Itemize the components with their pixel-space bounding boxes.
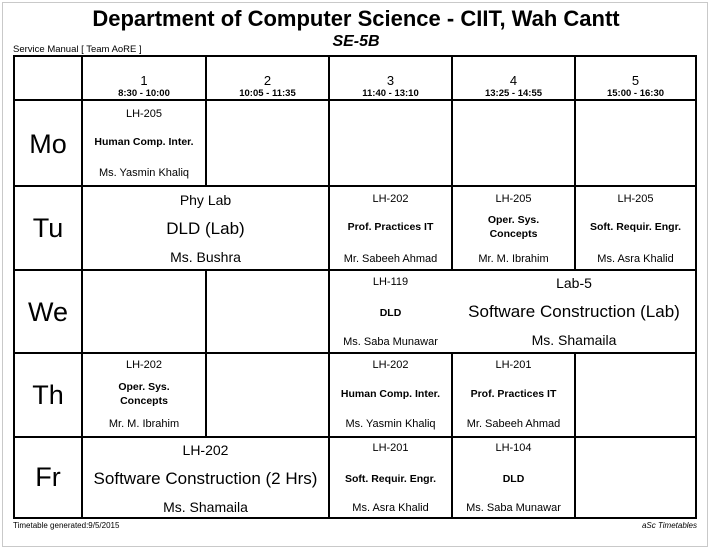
lesson-teacher: Ms. Asra Khalid [597, 253, 674, 265]
lesson-teacher: Ms. Yasmin Khaliq [98, 167, 190, 179]
brand-label: aSc Timetables [641, 521, 697, 530]
period-time: 8:30 - 10:00 [118, 88, 170, 99]
lesson-subject: Software Construction (2 Hrs) [93, 469, 318, 488]
lesson-teacher: Ms. Shamaila [163, 499, 248, 515]
period-header-5 [576, 73, 695, 100]
lesson-cell [83, 438, 328, 517]
lesson-room: LH-205 [617, 193, 654, 205]
period-header-4 [453, 73, 574, 100]
lesson-subject: DLD [502, 473, 525, 485]
period-header-2 [207, 73, 328, 100]
lesson-subject: Human Comp. Inter. [340, 388, 441, 400]
lesson-teacher: Mr. M. Ibrahim [108, 418, 180, 430]
class-name: SE-5B [332, 33, 380, 50]
lesson-cell [330, 438, 451, 517]
lesson-room: LH-119 [372, 276, 409, 288]
day-label-friday: Fr [35, 462, 61, 492]
service-manual-label: Service Manual [ Team AoRE ] [13, 44, 142, 55]
lesson-room: Lab-5 [556, 275, 592, 291]
lesson-room: LH-205 [125, 108, 163, 120]
lesson-room: LH-202 [182, 442, 229, 458]
lesson-teacher: Mr. M. Ibrahim [478, 253, 549, 265]
lesson-teacher: Ms. Saba Munawar [466, 502, 561, 514]
lesson-teacher: Ms. Saba Munawar [343, 336, 438, 348]
lesson-room: LH-205 [495, 193, 532, 205]
period-number: 2 [263, 73, 272, 88]
lesson-subject: Prof. Practices IT [347, 221, 434, 233]
lesson-room: Phy Lab [179, 192, 232, 208]
day-label-monday: Mo [29, 129, 67, 159]
page-title: Department of Computer Science - CIIT, Wah Cantt [92, 6, 620, 31]
period-number: 1 [140, 73, 148, 88]
column-divider [574, 352, 576, 517]
lesson-teacher: Ms. Shamaila [531, 332, 617, 348]
day-label-tuesday: Tu [32, 213, 64, 243]
lesson-room: LH-202 [372, 193, 409, 205]
period-header-1 [83, 73, 205, 100]
lesson-room: LH-104 [495, 442, 532, 454]
timetable-grid [13, 55, 697, 519]
lesson-teacher: Mr. Sabeeh Ahmad [343, 253, 438, 265]
lesson-cell [453, 271, 695, 352]
period-time: 11:40 - 13:10 [362, 88, 419, 99]
period-time: 10:05 - 11:35 [239, 88, 296, 99]
day-label-thursday: Th [32, 380, 64, 410]
lesson-subject: Human Comp. Inter. [94, 136, 194, 148]
period-number: 5 [631, 73, 640, 88]
lesson-cell [83, 101, 205, 185]
lesson-cell [83, 187, 328, 269]
lesson-subject: DLD (Lab) [166, 219, 245, 238]
column-divider [205, 269, 207, 437]
lesson-subject: DLD [379, 307, 402, 319]
period-time: 15:00 - 16:30 [606, 88, 665, 99]
lesson-teacher: Ms. Asra Khalid [352, 502, 429, 514]
day-label-wednesday: We [27, 297, 68, 327]
lesson-cell [576, 187, 695, 269]
lesson-room: LH-202 [125, 359, 163, 371]
lesson-teacher: Mr. Sabeeh Ahmad [466, 418, 561, 430]
lesson-cell [330, 354, 451, 436]
generated-date: Timetable generated:9/5/2015 [13, 521, 120, 530]
lesson-cell [453, 354, 574, 436]
lesson-subject: Oper. Sys. Concepts [118, 381, 170, 407]
lesson-room: LH-202 [372, 359, 409, 371]
period-number: 4 [509, 73, 518, 88]
lesson-cell [83, 354, 205, 436]
period-header-3 [330, 73, 451, 100]
lesson-subject: Oper. Sys. Concepts [487, 214, 540, 240]
period-time: 13:25 - 14:55 [484, 88, 543, 99]
lesson-cell [330, 271, 451, 352]
period-number: 3 [386, 73, 395, 88]
lesson-cell [453, 438, 574, 517]
lesson-cell [453, 187, 574, 269]
lesson-teacher: Ms. Bushra [170, 249, 241, 265]
lesson-subject: Soft. Requir. Engr. [589, 221, 681, 233]
lesson-subject: Software Construction (Lab) [468, 302, 680, 321]
lesson-teacher: Ms. Yasmin Khaliq [345, 418, 436, 430]
lesson-cell [330, 187, 451, 269]
lesson-room: LH-201 [372, 442, 409, 454]
lesson-subject: Soft. Requir. Engr. [344, 473, 436, 485]
lesson-room: LH-201 [495, 359, 532, 371]
lesson-subject: Prof. Practices IT [470, 388, 557, 400]
